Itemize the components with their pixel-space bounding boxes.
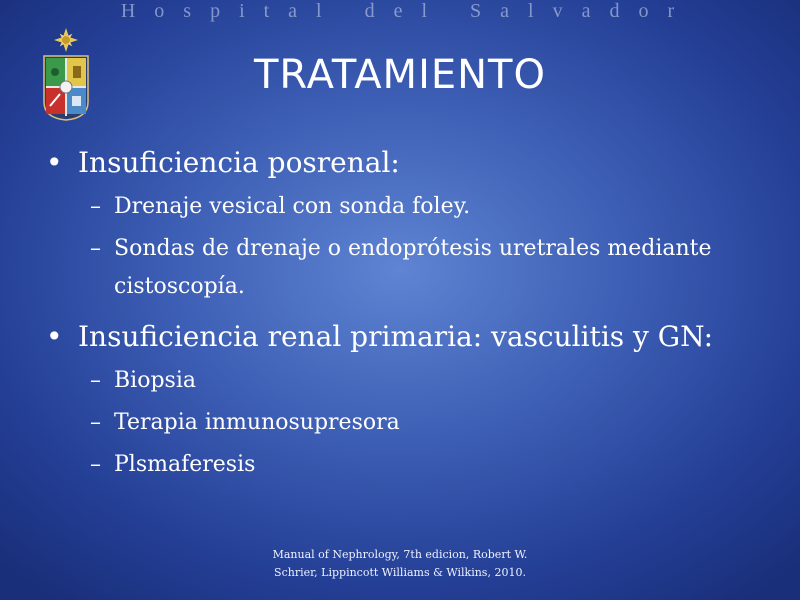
sub-bullet-text: Drenaje vesical con sonda foley.: [114, 194, 471, 219]
citation-line: Manual of Nephrology, 7th edicion, Robert W.: [272, 548, 528, 561]
sub-bullet-item: [46, 444, 746, 486]
bullet-dot: •: [46, 146, 63, 179]
sub-bullet-text: Terapia inmunosupresora: [114, 410, 400, 435]
bullet-dash: –: [90, 194, 101, 219]
bullet-text: Insuficiencia posrenal:: [78, 146, 400, 179]
bullet-dash: –: [90, 368, 101, 393]
sub-bullet-item: [46, 360, 746, 402]
citation-line: Schrier, Lippincott Williams & Wilkins, 2010.: [274, 566, 526, 579]
sub-bullet-text: Sondas de drenaje o endoprótesis uretrales mediante cistoscopía.: [114, 236, 712, 299]
sub-bullet-text: Plsmaferesis: [114, 452, 256, 477]
bullet-item: [46, 142, 746, 184]
slide-title: TRATAMIENTO: [254, 52, 546, 98]
sub-bullet-text: Biopsia: [114, 368, 196, 393]
hospital-name: Hospital del Salvador: [120, 0, 694, 22]
bullet-item: [46, 316, 746, 358]
header-banner: [0, 0, 800, 22]
bullet-dash: –: [90, 236, 101, 261]
bullet-list: [46, 142, 746, 486]
sub-bullet-item: [46, 186, 746, 228]
sub-bullet-item: [46, 228, 746, 310]
bullet-text: Insuficiencia renal primaria: vasculitis y GN:: [78, 320, 714, 353]
bullet-dash: –: [90, 452, 101, 477]
bullet-dot: •: [46, 320, 63, 353]
bullet-dash: –: [90, 410, 101, 435]
citation: [0, 546, 800, 582]
sub-bullet-item: [46, 402, 746, 444]
